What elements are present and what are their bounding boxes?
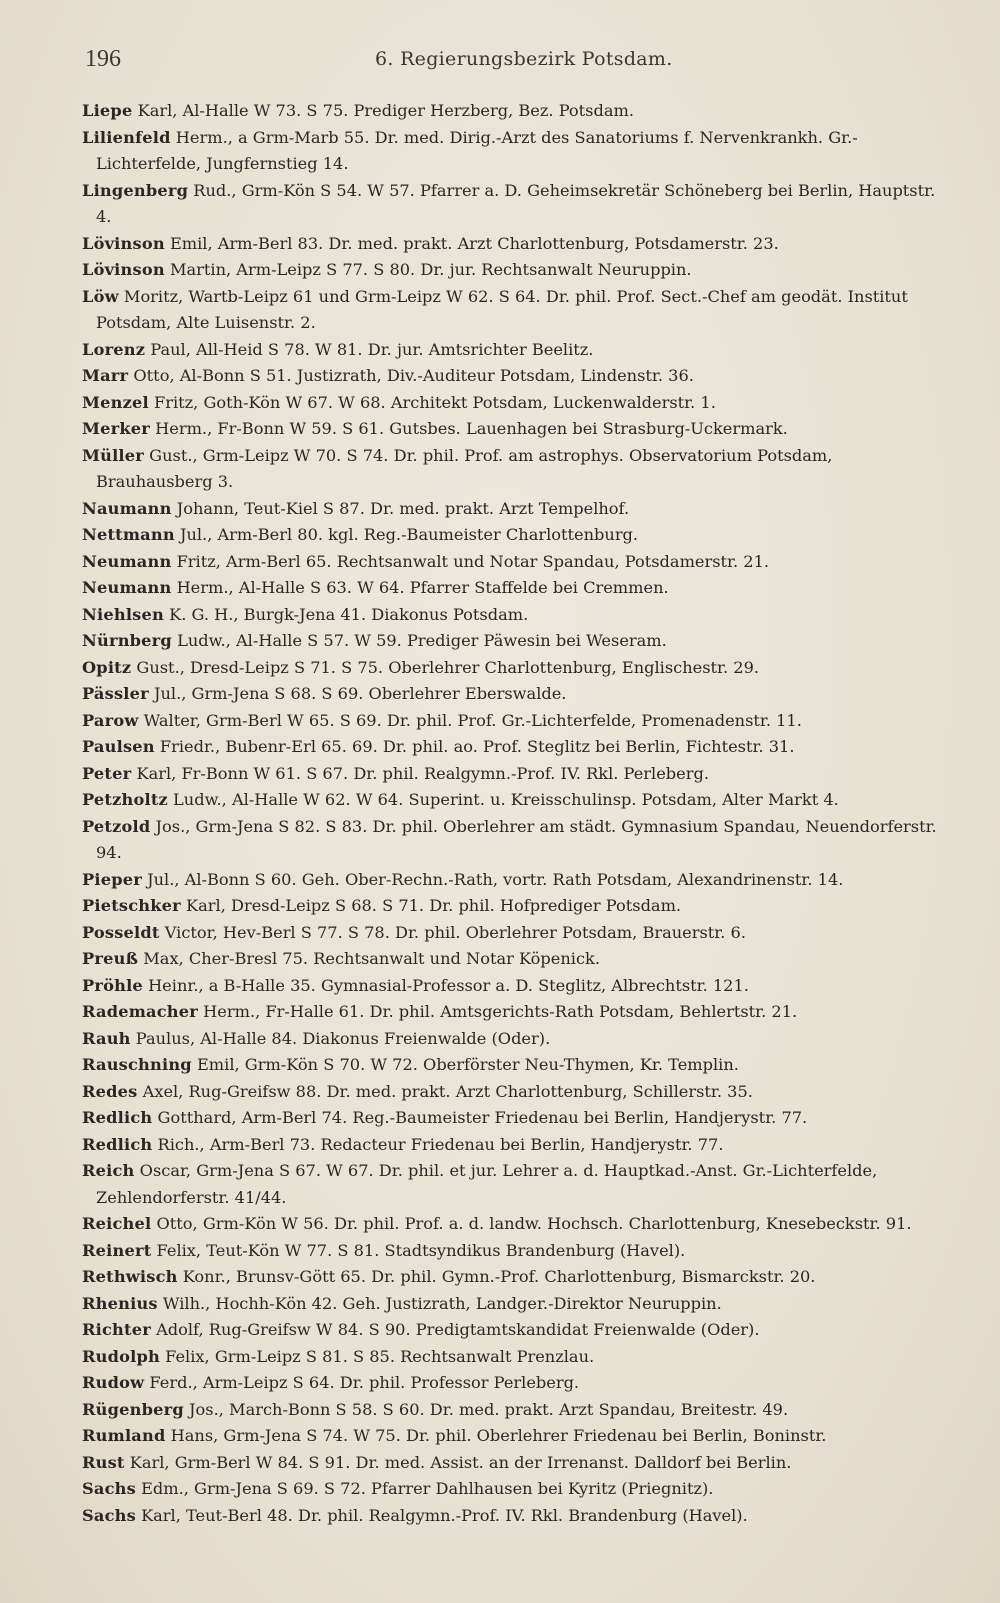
page-header — [85, 46, 940, 76]
directory-entry — [82, 363, 944, 390]
entry-details: Emil, Grm-Kön S 70. W 72. Oberförster Neu-Thymen, Kr. Templin. — [191, 1055, 739, 1074]
entry-details: Walter, Grm-Berl W 65. S 69. Dr. phil. Prof. Gr.-Lichterfelde, Promenadenstr. 11. — [138, 710, 802, 730]
directory-entry — [82, 1158, 944, 1211]
entry-surname: Pröhle — [82, 975, 143, 995]
entry-details: Ludw., Al-Halle S 57. W 59. Prediger Päwesin bei Weseram. — [171, 631, 667, 650]
entry-details: Axel, Rug-Greifsw 88. Dr. med. prakt. Arzt Charlottenburg, Schillerstr. 35. — [137, 1081, 753, 1101]
directory-entry — [82, 973, 944, 1000]
entry-surname: Pietschker — [82, 896, 181, 915]
directory-entry — [82, 628, 944, 655]
entry-surname: Neumann — [82, 551, 172, 571]
directory-entry — [82, 761, 944, 788]
directory-entry — [82, 1344, 944, 1371]
directory-entries — [82, 98, 944, 1529]
entry-details: Herm., a Grm-Marb 55. Dr. med. Dirig.-Arzt des Sanatoriums f. Nervenkrankh. Gr.-Lichterfelde, Jungfernstieg 14. — [96, 127, 858, 173]
entry-surname: Merker — [82, 419, 150, 438]
directory-entry — [82, 178, 944, 231]
entry-surname: Neumann — [82, 578, 172, 597]
entry-surname: Müller — [82, 445, 145, 465]
entry-surname: Nettmann — [82, 525, 175, 544]
entry-details: Herm., Fr-Bonn W 59. S 61. Gutsbes. Lauenhagen bei Strasburg-Uckermark. — [150, 419, 788, 438]
entry-details: Konr., Brunsv-Gött 65. Dr. phil. Gymn.-Prof. Charlottenburg, Bismarckstr. 20. — [177, 1267, 816, 1286]
entry-surname: Niehlsen — [82, 604, 164, 624]
entry-details: Karl, Fr-Bonn W 61. S 67. Dr. phil. Realgymn.-Prof. IV. Rkl. Perleberg. — [131, 763, 709, 783]
entry-surname: Paulsen — [82, 737, 155, 756]
directory-entry — [82, 575, 944, 602]
entry-details: Herm., Al-Halle S 63. W 64. Pfarrer Staffelde bei Cremmen. — [171, 578, 669, 597]
entry-surname: Petzholtz — [82, 790, 168, 809]
directory-entry — [82, 1423, 944, 1450]
entry-details: Gotthard, Arm-Berl 74. Reg.-Baumeister Friedenau bei Berlin, Handjerystr. 77. — [152, 1108, 808, 1127]
entry-details: Wilh., Hochh-Kön 42. Geh. Justizrath, Landger.-Direktor Neuruppin. — [157, 1293, 722, 1313]
directory-entry — [82, 920, 944, 947]
directory-entry — [82, 1503, 944, 1530]
directory-entry — [82, 1052, 944, 1079]
directory-entry — [82, 1291, 944, 1318]
entry-surname: Marr — [82, 366, 129, 385]
directory-entry — [82, 893, 944, 920]
entry-surname: Lövinson — [82, 260, 165, 279]
entry-details: Otto, Grm-Kön W 56. Dr. phil. Prof. a. d. landw. Hochsch. Charlottenburg, Knesebeckstr. 91. — [151, 1214, 912, 1233]
entry-details: Jul., Arm-Berl 80. kgl. Reg.-Baumeister Charlottenburg. — [174, 525, 639, 544]
entry-details: Paul, All-Heid S 78. W 81. Dr. jur. Amtsrichter Beelitz. — [145, 339, 594, 359]
entry-surname: Lorenz — [82, 339, 146, 359]
directory-entry — [82, 337, 944, 364]
entry-details: Hans, Grm-Jena S 74. W 75. Dr. phil. Oberlehrer Friedenau bei Berlin, Boninstr. — [165, 1426, 827, 1445]
directory-entry — [82, 602, 944, 629]
directory-entry — [82, 946, 944, 973]
directory-entry — [82, 867, 944, 894]
entry-surname: Lingenberg — [82, 180, 189, 200]
directory-entry — [82, 390, 944, 417]
directory-entry — [82, 708, 944, 735]
entry-details: Oscar, Grm-Jena S 67. W 67. Dr. phil. et jur. Lehrer a. d. Hauptkad.-Anst. Gr.-Lichterfelde, Zehlendorferstr. 41/44. — [96, 1161, 878, 1207]
entry-details: Felix, Grm-Leipz S 81. S 85. Rechtsanwalt Prenzlau. — [159, 1346, 595, 1366]
directory-entry — [82, 814, 944, 867]
entry-details: Adolf, Rug-Greifsw W 84. S 90. Predigtamtskandidat Freienwalde (Oder). — [150, 1320, 760, 1339]
entry-surname: Naumann — [82, 498, 172, 518]
entry-surname: Reichel — [82, 1214, 152, 1233]
directory-entry — [82, 284, 944, 337]
entry-surname: Reich — [82, 1161, 135, 1180]
entry-surname: Petzold — [82, 816, 151, 836]
entry-details: Karl, Teut-Berl 48. Dr. phil. Realgymn.-Prof. IV. Rkl. Brandenburg (Havel). — [135, 1505, 748, 1525]
entry-details: Karl, Grm-Berl W 84. S 91. Dr. med. Assist. an der Irrenanst. Dalldorf bei Berlin. — [124, 1452, 792, 1472]
directory-entry — [82, 443, 944, 496]
entry-surname: Rauschning — [82, 1055, 192, 1074]
entry-surname: Reinert — [82, 1240, 152, 1260]
directory-entry — [82, 98, 944, 125]
directory-entry — [82, 416, 944, 443]
entry-details: Heinr., a B-Halle 35. Gymnasial-Professor a. D. Steglitz, Albrechtstr. 121. — [142, 975, 749, 995]
directory-entry — [82, 1238, 944, 1265]
entry-details: Emil, Arm-Berl 83. Dr. med. prakt. Arzt Charlottenburg, Potsdamerstr. 23. — [164, 233, 779, 253]
entry-surname: Rudolph — [82, 1346, 160, 1366]
directory-entry — [82, 549, 944, 576]
directory-entry — [82, 125, 944, 178]
entry-surname: Rethwisch — [82, 1267, 178, 1286]
directory-entry — [82, 1132, 944, 1159]
directory-entry — [82, 496, 944, 523]
entry-details: Jos., Grm-Jena S 82. S 83. Dr. phil. Oberlehrer am städt. Gymnasium Spandau, Neuendorferstr. 94. — [96, 816, 937, 862]
directory-entry — [82, 231, 944, 258]
entry-surname: Pieper — [82, 869, 142, 889]
running-head: 6. Regierungsbezirk Potsdam. — [375, 48, 673, 70]
entry-details: Karl, Dresd-Leipz S 68. S 71. Dr. phil. Hofprediger Potsdam. — [180, 896, 682, 915]
entry-surname: Rust — [82, 1452, 125, 1472]
entry-details: Martin, Arm-Leipz S 77. S 80. Dr. jur. Rechtsanwalt Neuruppin. — [164, 260, 692, 279]
directory-entry — [82, 1079, 944, 1106]
entry-surname: Rhenius — [82, 1293, 158, 1313]
entry-surname: Redlich — [82, 1134, 153, 1154]
entry-details: Gust., Grm-Leipz W 70. S 74. Dr. phil. Prof. am astrophys. Observatorium Potsdam, Brauhausberg 3. — [96, 445, 833, 491]
entry-details: Max, Cher-Bresl 75. Rechtsanwalt und Notar Köpenick. — [138, 949, 600, 968]
page-number: 196 — [85, 46, 121, 72]
entry-surname: Rademacher — [82, 1002, 199, 1021]
entry-surname: Redes — [82, 1081, 138, 1101]
directory-entry — [82, 1450, 944, 1477]
entry-surname: Parow — [82, 710, 139, 730]
entry-surname: Redlich — [82, 1108, 153, 1127]
entry-surname: Löw — [82, 286, 119, 306]
entry-surname: Lövinson — [82, 233, 165, 253]
entry-surname: Pässler — [82, 684, 149, 703]
entry-surname: Richter — [82, 1320, 151, 1339]
entry-details: Jos., March-Bonn S 58. S 60. Dr. med. prakt. Arzt Spandau, Breitestr. 49. — [183, 1399, 789, 1419]
entry-surname: Opitz — [82, 657, 132, 677]
entry-surname: Rudow — [82, 1373, 145, 1392]
directory-entry — [82, 999, 944, 1026]
entry-details: Fritz, Goth-Kön W 67. W 68. Architekt Potsdam, Luckenwalderstr. 1. — [148, 392, 716, 412]
entry-surname: Rumland — [82, 1426, 166, 1445]
entry-details: Karl, Al-Halle W 73. S 75. Prediger Herzberg, Bez. Potsdam. — [132, 101, 634, 120]
entry-surname: Posseldt — [82, 922, 160, 942]
entry-details: Paulus, Al-Halle 84. Diakonus Freienwalde (Oder). — [130, 1028, 551, 1048]
directory-entry — [82, 1397, 944, 1424]
entry-details: Moritz, Wartb-Leipz 61 und Grm-Leipz W 62. S 64. Dr. phil. Prof. Sect.-Chef am geodät. Institut Potsdam, Alte Luisenstr. 2. — [96, 286, 908, 332]
directory-entry — [82, 787, 944, 814]
entry-details: Gust., Dresd-Leipz S 71. S 75. Oberlehrer Charlottenburg, Englischestr. 29. — [131, 657, 760, 677]
directory-entry — [82, 522, 944, 549]
entry-details: Jul., Al-Bonn S 60. Geh. Ober-Rechn.-Rath, vortr. Rath Potsdam, Alexandrinenstr. 14. — [141, 869, 844, 889]
entry-details: Fritz, Arm-Berl 65. Rechtsanwalt und Notar Spandau, Potsdamerstr. 21. — [171, 551, 770, 571]
entry-details: Rud., Grm-Kön S 54. W 57. Pfarrer a. D. Geheimsekretär Schöneberg bei Berlin, Hauptstr. 4. — [96, 180, 936, 226]
directory-entry — [82, 1317, 944, 1344]
entry-surname: Menzel — [82, 392, 149, 412]
directory-entry — [82, 681, 944, 708]
entry-surname: Lilienfeld — [82, 127, 171, 147]
entry-details: Ferd., Arm-Leipz S 64. Dr. phil. Professor Perleberg. — [144, 1373, 580, 1392]
entry-surname: Peter — [82, 763, 132, 783]
entry-surname: Rügenberg — [82, 1399, 184, 1419]
directory-entry — [82, 1476, 944, 1503]
directory-entry — [82, 1026, 944, 1053]
directory-entry — [82, 257, 944, 284]
entry-details: Otto, Al-Bonn S 51. Justizrath, Div.-Auditeur Potsdam, Lindenstr. 36. — [128, 366, 694, 385]
entry-details: Rich., Arm-Berl 73. Redacteur Friedenau bei Berlin, Handjerystr. 77. — [152, 1134, 724, 1154]
entry-surname: Sachs — [82, 1479, 136, 1498]
entry-surname: Preuß — [82, 949, 139, 968]
directory-entry — [82, 1370, 944, 1397]
entry-details: Ludw., Al-Halle W 62. W 64. Superint. u. Kreisschulinsp. Potsdam, Alter Markt 4. — [167, 790, 839, 809]
entry-surname: Liepe — [82, 101, 133, 120]
directory-entry — [82, 655, 944, 682]
entry-details: Jul., Grm-Jena S 68. S 69. Oberlehrer Eberswalde. — [148, 684, 567, 703]
entry-surname: Rauh — [82, 1028, 131, 1048]
directory-entry — [82, 1264, 944, 1291]
entry-details: Herm., Fr-Halle 61. Dr. phil. Amtsgerichts-Rath Potsdam, Behlertstr. 21. — [198, 1002, 798, 1021]
entry-surname: Sachs — [82, 1505, 136, 1525]
directory-entry — [82, 1211, 944, 1238]
entry-details: K. G. H., Burgk-Jena 41. Diakonus Potsdam. — [163, 604, 529, 624]
directory-entry — [82, 1105, 944, 1132]
entry-details: Felix, Teut-Kön W 77. S 81. Stadtsyndikus Brandenburg (Havel). — [151, 1240, 686, 1260]
entry-surname: Nürnberg — [82, 631, 172, 650]
entry-details: Friedr., Bubenr-Erl 65. 69. Dr. phil. ao. Prof. Steglitz bei Berlin, Fichtestr. 31. — [154, 737, 795, 756]
entry-details: Edm., Grm-Jena S 69. S 72. Pfarrer Dahlhausen bei Kyritz (Priegnitz). — [135, 1479, 714, 1498]
entry-details: Johann, Teut-Kiel S 87. Dr. med. prakt. Arzt Tempelhof. — [171, 498, 630, 518]
entry-details: Victor, Hev-Berl S 77. S 78. Dr. phil. Oberlehrer Potsdam, Brauerstr. 6. — [159, 922, 746, 942]
directory-entry — [82, 734, 944, 761]
